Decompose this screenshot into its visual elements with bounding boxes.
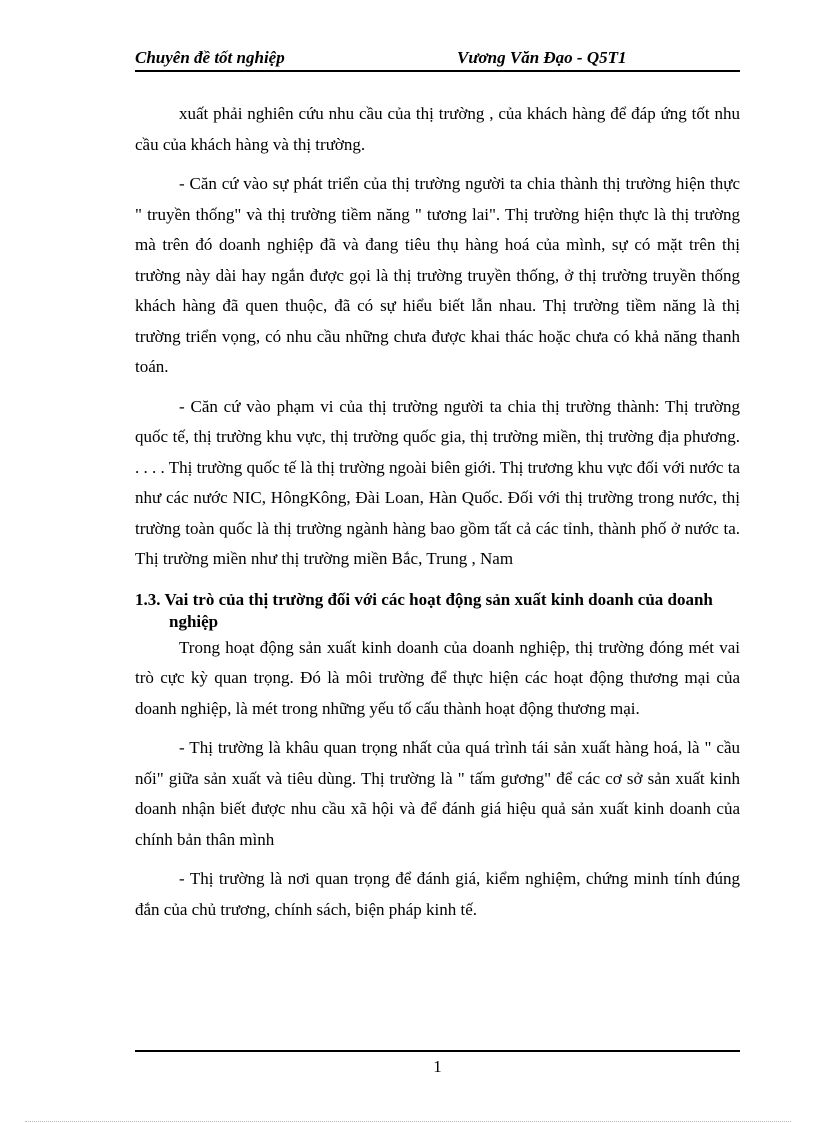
paragraph-scope-basis: - Căn cứ vào phạm vi của thị trường người ta chia thị trường thành: Thị trường quốc tế, thị trường khu vực, thị trường quốc gia, thị trường miền, thị trường địa phương. . . . . Thị trường quốc tế là thị trường ngoài biên giới. Thị trương khu vực đối với nước ta như các nước NIC, HôngKông, Đài Loan, Hàn Quốc. Đối với thị trường trong nước, thị trường toàn quốc là thị trường ngành hàng bao gồm tất cả các tỉnh, thành phố ở nước ta. Thị trường miền như thị trường miền Bắc, Trung , Nam bbox=[135, 396, 740, 568]
header-document-title: Chuyên đề tốt nghiệp bbox=[135, 48, 285, 67]
page-header bbox=[135, 48, 740, 72]
paragraph-role-intro: Trong hoạt động sản xuất kinh doanh của doanh nghiệp, thị trường đóng mét vai trò cực kỳ quan trọng. Đó là môi trường để thực hiện các hoạt động thương mại của doanh nghiệp, là mét trong những yếu tố cấu thành hoạt động thương mại. bbox=[135, 637, 740, 718]
paragraph-role-bridge: - Thị trường là khâu quan trọng nhất của quá trình tái sản xuất hàng hoá, là " cầu nối" giữa sản xuất và tiêu dùng. Thị trường là " tấm gương" để các cơ sở sản xuất kinh doanh nhận biết được nhu cầu xã hội và để đánh giá hiệu quả sản xuất kinh doanh của chính bản thân mình bbox=[135, 738, 740, 849]
paragraph-intro: xuất phải nghiên cứu nhu cầu của thị trường , của khách hàng để đáp ứng tốt nhu cầu của khách hàng và thị trường. bbox=[135, 104, 740, 154]
page-body bbox=[135, 99, 740, 925]
footer-divider bbox=[135, 1050, 740, 1052]
paragraph-role-evaluation: - Thị trường là nơi quan trọng để đánh giá, kiểm nghiệm, chứng minh tính đúng đắn của chủ trương, chính sách, biện pháp kinh tế. bbox=[135, 869, 740, 919]
page-bottom-border bbox=[25, 1121, 791, 1122]
paragraph-development-basis: - Căn cứ vào sự phát triển của thị trường người ta chia thành thị trường hiện thực " truyền thống" và thị trường tiềm năng " tương lai". Thị trường hiện thực là thị trường mà trên đó doanh nghiệp đã và đang tiêu thụ hàng hoá của mình, sự có mặt trên thị trường này dài hay ngắn được gọi là thị trường truyền thống, ở thị trường truyền thống khách hàng đã quen thuộc, đã có sự hiểu biết lẫn nhau. Thị trường tiềm năng là thị trường triển vọng, có nhu cầu những chưa được khai thác hoặc chưa có khả năng thanh toán. bbox=[135, 174, 740, 376]
section-heading: 1.3. Vai trò của thị trường đối với các hoạt động sản xuất kinh doanh của doanh nghiệp bbox=[135, 589, 713, 631]
header-author: Vương Văn Đạo - Q5T1 bbox=[457, 48, 627, 67]
page-number: 1 bbox=[433, 1057, 442, 1076]
